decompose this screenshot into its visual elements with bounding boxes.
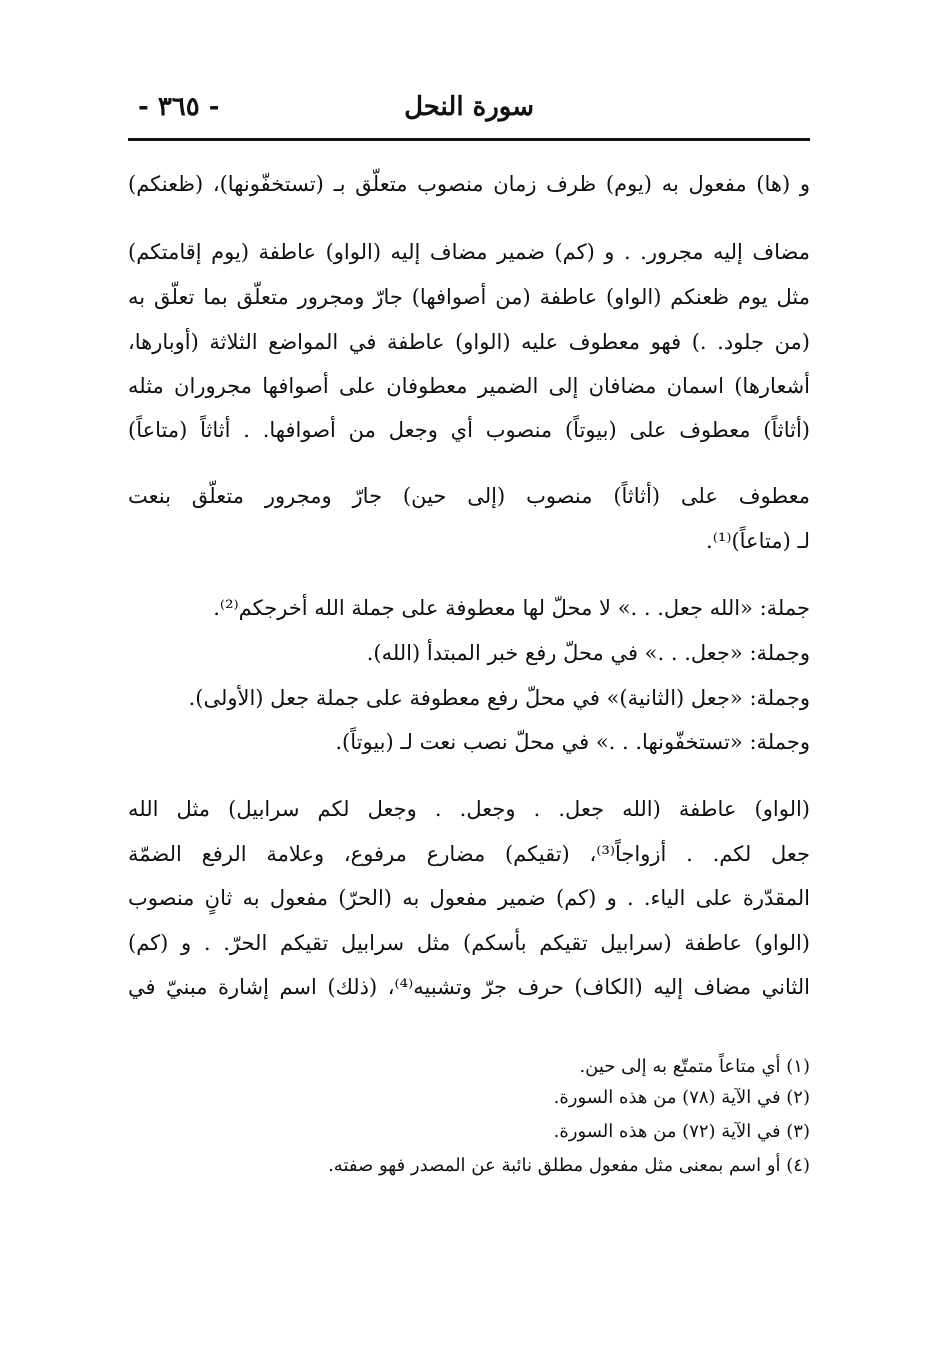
text-line: (الواو) عاطفة (سرابيل تقيكم بأسكم) مثل سرابيل تقيكم الحرّ. . و (كم): [128, 931, 810, 955]
text-line: مضاف إليه مجرور. . و (كم) ضمير مضاف إليه (الواو) عاطفة (يوم إقامتكم): [128, 240, 810, 264]
text-line: (الواو) عاطفة (الله جعل. . وجعل. . وجعل لكم سرابيل) مثل الله: [128, 797, 810, 821]
text-line: معطوف على (أثاثاً) منصوب (إلى حين) جارّ ومجرور متعلّق بنعت: [128, 484, 810, 508]
text-line: جعل لكم. . أزواجاً⁽³⁾، (تقيكم) مضارع مرفوع، وعلامة الرفع الضمّة: [128, 842, 810, 866]
text-line: لـ (متاعاً)⁽¹⁾.: [706, 529, 810, 553]
footnote: (٤) أو اسم بمعنى مثل مفعول مطلق نائبة عن المصدر فهو صفته.: [328, 1155, 810, 1176]
footnote: (٣) في الآية (٧٢) من هذه السورة.: [553, 1121, 810, 1142]
text-line: و (ها) مفعول به (يوم) ظرف زمان منصوب متعلّق بـ (تستخفّونها)، (ظعنكم): [128, 172, 810, 196]
sentence-line: وجملة: «تستخفّونها. . .» في محلّ نصب نعت لـ (بيوتاً).: [335, 730, 810, 754]
text-line: المقدّرة على الياء. . و (كم) ضمير مفعول به (الحرّ) مفعول به ثانٍ منصوب: [128, 886, 810, 910]
text-line: (أثاثاً) معطوف على (بيوتاً) منصوب أي وجعل من أصوافها. . أثاثاً (متاعاً): [128, 418, 810, 442]
page-header: [128, 88, 810, 141]
text-line: أشعارها) اسمان مضافان إلى الضمير معطوفان على أصوافها مجروران مثله: [128, 374, 810, 398]
surah-title: سورة النحل: [404, 92, 534, 122]
page-number: - ٣٦٥ -: [138, 92, 220, 122]
text-line: الثاني مضاف إليه (الكاف) حرف جرّ وتشبيه⁽⁴⁾، (ذلك) اسم إشارة مبنيّ في: [128, 975, 810, 999]
footnote: (٢) في الآية (٧٨) من هذه السورة.: [553, 1087, 810, 1108]
footnote: (١) أي متاعاً متمتّع به إلى حين.: [579, 1056, 810, 1077]
sentence-line: جملة: «الله جعل. . .» لا محلّ لها معطوفة على جملة الله أخرجكم⁽²⁾.: [213, 596, 810, 620]
text-line: مثل يوم ظعنكم (الواو) عاطفة (من أصوافها) جارّ ومجرور متعلّق بما تعلّق به: [128, 285, 810, 309]
sentence-line: وجملة: «جعل. . .» في محلّ رفع خبر المبتدأ (الله).: [366, 641, 810, 665]
sentence-line: وجملة: «جعل (الثانية)» في محلّ رفع معطوفة على جملة جعل (الأولى).: [188, 686, 810, 710]
text-line: (من جلود. .) فهو معطوف عليه (الواو) عاطفة في المواضع الثلاثة (أوبارها،: [128, 330, 810, 354]
